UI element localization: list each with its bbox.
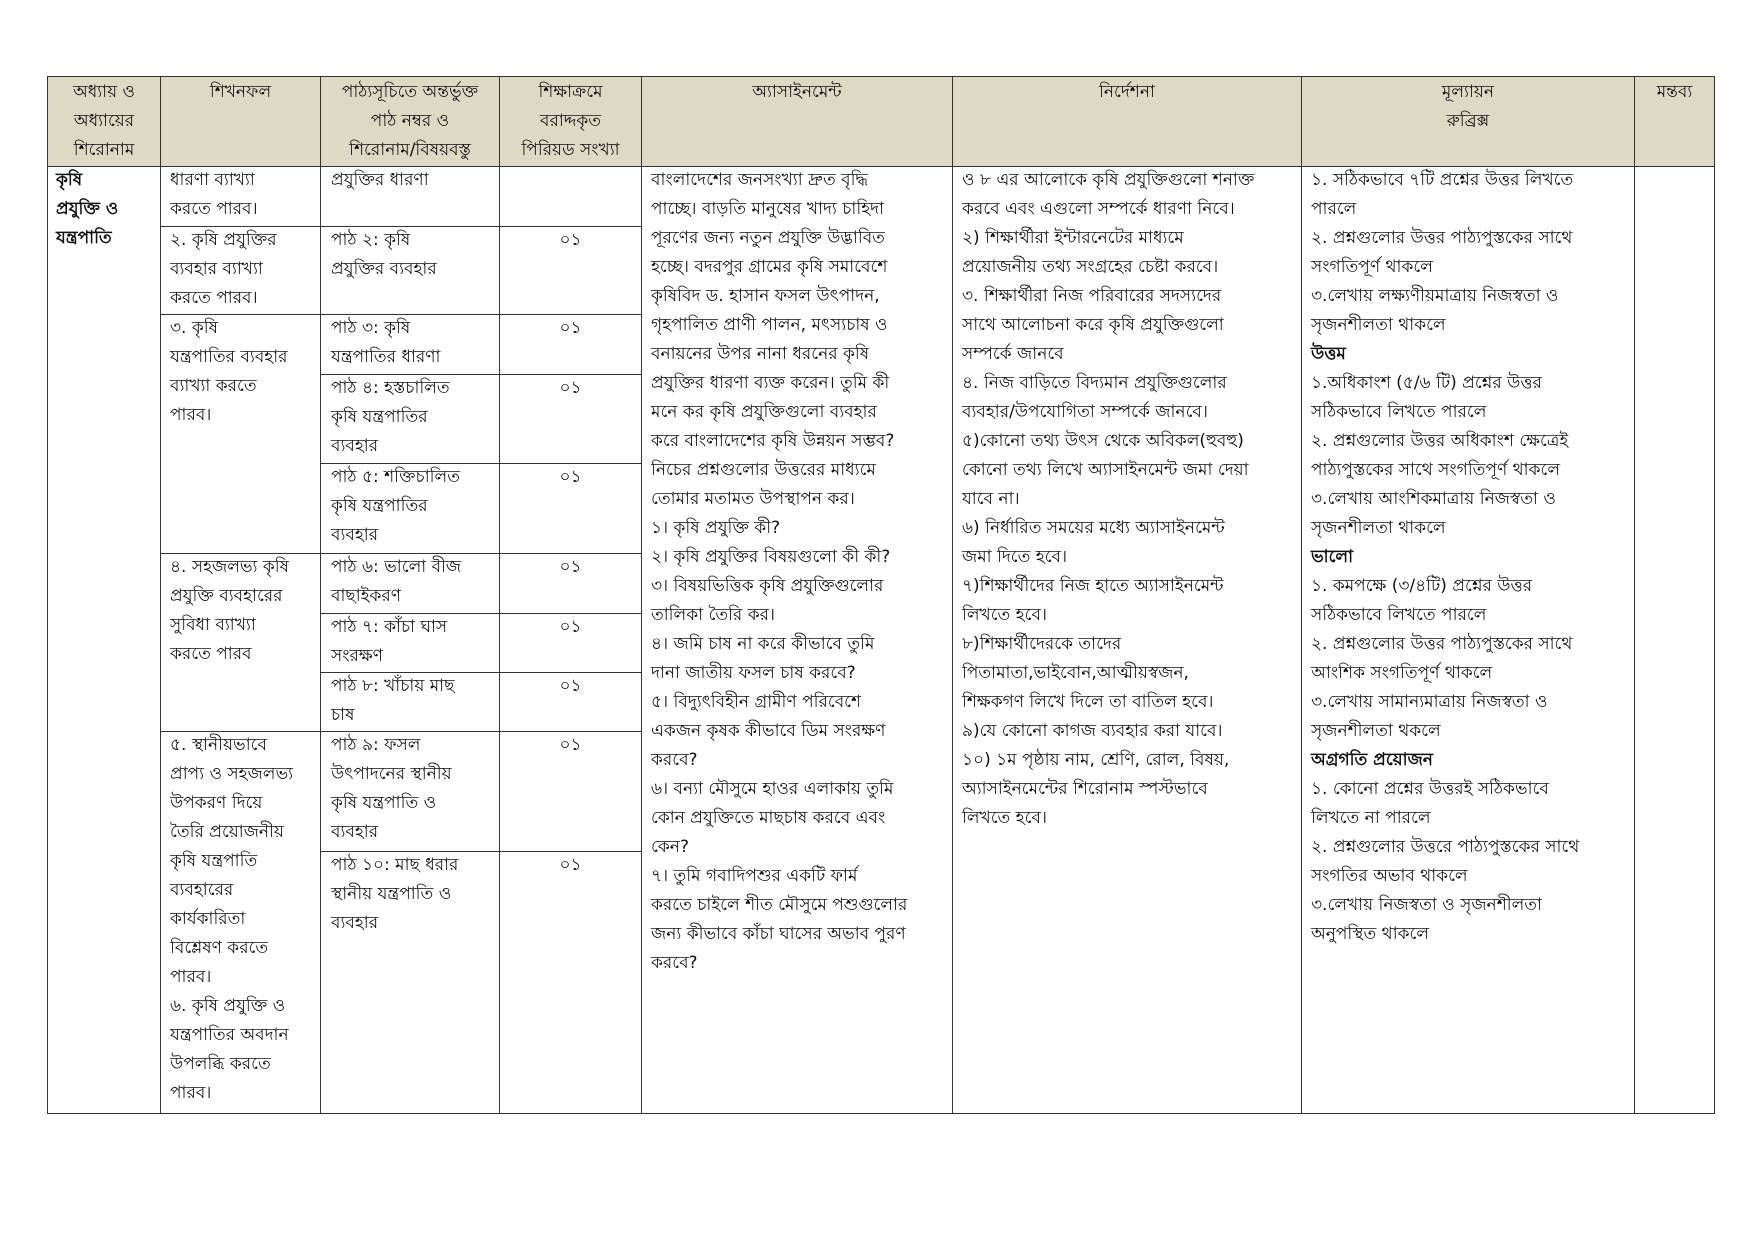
period-cell — [499, 166, 642, 227]
header-learning-outcome: শিখনফল — [160, 76, 321, 167]
header-chapter: অধ্যায় ও অধ্যায়ের শিরোনাম — [47, 76, 161, 167]
header-assignment: অ্যাসাইনমেন্ট — [641, 76, 953, 167]
learning-outcome: ৪. সহজলভ্য কৃষি প্রযুক্তি ব্যবহারের সুবিধা ব্যাখ্যা করতে পারব — [170, 557, 290, 664]
header-remarks: মন্তব্য — [1634, 76, 1715, 167]
header-lesson: পাঠ্যসূচিতে অন্তর্ভুক্ত পাঠ নম্বর ও শিরোনাম/বিষয়বস্তু — [320, 76, 500, 167]
header-periods: শিক্ষাক্রমে বরাদ্দকৃত পিরিয়ড সংখ্যা — [499, 76, 642, 167]
instructions-text: ও ৮ এর আলোকে কৃষি প্রযুক্তিগুলো শনাক্ত করবে এবং এগুলো সম্পর্কে ধারণা নিবে। ২) শিক্ষার্থীরা ইন্টারনেটের মাধ্যমে প্রয়োজনীয় তথ্য সংগ্রহের চেষ্টা করবে। ৩. শিক্ষার্থীরা নিজ পরিবারের সদস্যদের সাথে আলোচনা করে কৃষি প্রযুক্তিগুলো সম্পর্কে জানবে ৪. নিজ বাড়িতে বিদ্যমান প্রযুক্তিগুলোর ব্যবহার/উপযোগিতা সম্পর্কে জানবে। ৫)কোনো তথ্য উৎস থেকে অবিকল(হুবহু) কোনো তথ্য লিখে অ্যাসাইনমেন্ট জমা দেয়া যাবে না। ৬) নির্ধারিত সময়ের মধ্যে অ্যাসাইনমেন্ট জমা দিতে হবে। ৭)শিক্ষার্থীদের নিজ হাতে অ্যাসাইনমেন্ট লিখতে হবে। ৮)শিক্ষার্থীদেরকে তাদের পিতামাতা,ভাইবোন,আত্মীয়স্বজন, শিক্ষকগণ লিখে দিলে তা বাতিল হবে। ৯)যে কোনো কাগজ ব্যবহার করা যাবে। ১০) ১ম পৃষ্ঠায় নাম, শ্রেণি, রোল, বিষয়, অ্যাসাইনমেন্টের শিরোনাম স্পস্টভাবে লিখতে হবে। — [962, 170, 1255, 828]
learning-outcome: ধারণা ব্যাখ্যা করতে পারব। — [170, 170, 258, 219]
learning-outcome: ২. কৃষি প্রযুক্তির ব্যবহার ব্যাখ্যা করতে পারব। — [170, 230, 277, 308]
lesson-title: প্রযুক্তির ধারণা — [331, 170, 429, 190]
evaluation-fair-heading: ভালো — [1311, 547, 1354, 567]
assignment-text: বাংলাদেশের জনসংখ্যা দ্রুত বৃদ্ধি পাচ্ছে। বাড়তি মানুষের খাদ্য চাহিদা পূরণের জন্য নতুন প্রযুক্তি উদ্ভাবিত হচ্ছে। বদরপুর গ্রামের কৃষি সমাবেশে কৃষিবিদ ড. হাসান ফসল উৎপাদন, গৃহপালিত প্রাণী পালন, মৎস্যচাষ ও বনায়নের উপর নানা ধরনের কৃষি প্রযুক্তির ধারণা ব্যক্ত করেন। তুমি কী মনে কর কৃষি প্রযুক্তিগুলো ব্যবহার করে বাংলাদেশের কৃষি উন্নয়ন সম্ভব? নিচের প্রশ্নগুলোর উত্তরের মাধ্যমে তোমার মতামত উপস্থাপন কর। ১। কৃষি প্রযুক্তি কী? ২। কৃষি প্রযুক্তির বিষয়গুলো কী কী? ৩। বিষয়ভিত্তিক কৃষি প্রযুক্তিগুলোর তালিকা তৈরি কর। ৪। জমি চাষ না করে কীভাবে তুমি দানা জাতীয় ফসল চাষ করবে? ৫। বিদ্যুৎবিহীন গ্রামীণ পরিবেশে একজন কৃষক কীভাবে ডিম সংরক্ষণ করবে? ৬। বন্যা মৌসুমে হাওর এলাকায় তুমি কোন প্রযুক্তিতে মাছচাষ করবে এবং কেন? ৭। তুমি গবাদিপশুর একটি ফার্ম করতে চাইলে শীত মৌসুমে পশুগুলোর জন্য কীভাবে কাঁচা ঘাসের অভাব পুরণ করবে? — [651, 170, 908, 973]
evaluation-fair-criteria: ১. কমপক্ষে (৩/৪টি) প্রশ্নের উত্তর সঠিকভাবে লিখতে পারলে ২. প্রশ্নগুলোর উত্তর পাঠ্যপুস্তকের সাথে আংশিক সংগতিপূর্ণ থাকলে ৩.লেখায় সামান্যমাত্রায় নিজস্বতা ও সৃজনশীলতা থকলে — [1311, 576, 1573, 741]
lesson-title: পাঠ ৩: কৃষি যন্ত্রপাতির ধারণা — [331, 318, 441, 367]
period-count: ০১ — [559, 318, 582, 338]
period-count: ০১ — [559, 735, 582, 755]
header-instructions: নির্দেশনা — [952, 76, 1302, 167]
evaluation-good-heading: উত্তম — [1311, 344, 1346, 364]
evaluation-excellent-criteria: ১. সঠিকভাবে ৭টি প্রশ্নের উত্তর লিখতে পারলে ২. প্রশ্নগুলোর উত্তর পাঠ্যপুস্তকের সাথে সংগতিপূর্ণ থাকলে ৩.লেখায় লক্ষ্যণীয়মাত্রায় নিজস্বতা ও সৃজনশীলতা থাকলে — [1311, 170, 1574, 335]
chapter-cell — [47, 166, 161, 1114]
period-count: ০১ — [559, 230, 582, 250]
learning-outcome: ৫. স্থানীয়ভাবে প্রাপ্য ও সহজলভ্য উপকরণ দিয়ে তৈরি প্রয়োজনীয় কৃষি যন্ত্রপাতি ব্যবহারের কার্যকারিতা বিশ্লেষণ করতে পারব। ৬. কৃষি প্রযুক্তি ও যন্ত্রপাতির অবদান উপলব্ধি করতে পারব। — [170, 735, 294, 1103]
learning-outcome: ৩. কৃষি যন্ত্রপাতির ব্যবহার ব্যাখ্যা করতে পারব। — [170, 318, 288, 425]
lesson-title: পাঠ ৮: খাঁচায় মাছ চাষ — [331, 676, 455, 725]
header-evaluation: মূল্যায়ন রুব্রিক্স — [1301, 76, 1635, 167]
chapter-title: কৃষি প্রযুক্তি ও যন্ত্রপাতি — [56, 170, 119, 248]
lesson-title: পাঠ ৪: হস্তচালিত কৃষি যন্ত্রপাতির ব্যবহার — [331, 378, 450, 456]
lesson-title: পাঠ ৯: ফসল উৎপাদনের স্থানীয় কৃষি যন্ত্রপাতি ও ব্যবহার — [331, 735, 452, 842]
period-cell — [499, 851, 642, 1114]
period-count: ০১ — [559, 557, 582, 577]
lesson-title: পাঠ ৬: ভালো বীজ বাছাইকরণ — [331, 557, 462, 606]
lesson-title: পাঠ ১০: মাছ ধরার স্থানীয় যন্ত্রপাতি ও ব্যবহার — [331, 855, 459, 933]
evaluation-needs-improvement-heading: অগ্রগতি প্রয়োজন — [1311, 750, 1433, 770]
lesson-title: পাঠ ৭: কাঁচা ঘাস সংরক্ষণ — [331, 617, 448, 666]
period-count: ০১ — [559, 378, 582, 398]
evaluation-needs-improvement-criteria: ১. কোনো প্রশ্নের উত্তরই সঠিকভাবে লিখতে না পারলে ২. প্রশ্নগুলোর উত্তরে পাঠ্যপুস্তকের সাথে সংগতির অভাব থাকলে ৩.লেখায় নিজস্বতা ও সৃজনশীলতা অনুপস্থিত থাকলে — [1311, 779, 1580, 944]
remarks-cell — [1634, 166, 1715, 1114]
evaluation-good-criteria: ১.অধিকাংশ (৫/৬ টি) প্রশ্নের উত্তর সঠিকভাবে লিখতে পারলে ২. প্রশ্নগুলোর উত্তর অধিকাংশ ক্ষেত্রেই পাঠ্যপুস্তকের সাথে সংগতিপূর্ণ থাকলে ৩.লেখায় আংশিকমাত্রায় নিজস্বতা ও সৃজনশীলতা থাকলে — [1311, 373, 1569, 538]
lesson-title: পাঠ ৫: শক্তিচালিত কৃষি যন্ত্রপাতির ব্যবহার — [331, 467, 460, 545]
period-count: ০১ — [559, 617, 582, 637]
period-count: ০১ — [559, 676, 582, 696]
period-count: ০১ — [559, 855, 582, 875]
period-count: ০১ — [559, 467, 582, 487]
lesson-title: পাঠ ২: কৃষি প্রযুক্তির ব্যবহার — [331, 230, 437, 279]
